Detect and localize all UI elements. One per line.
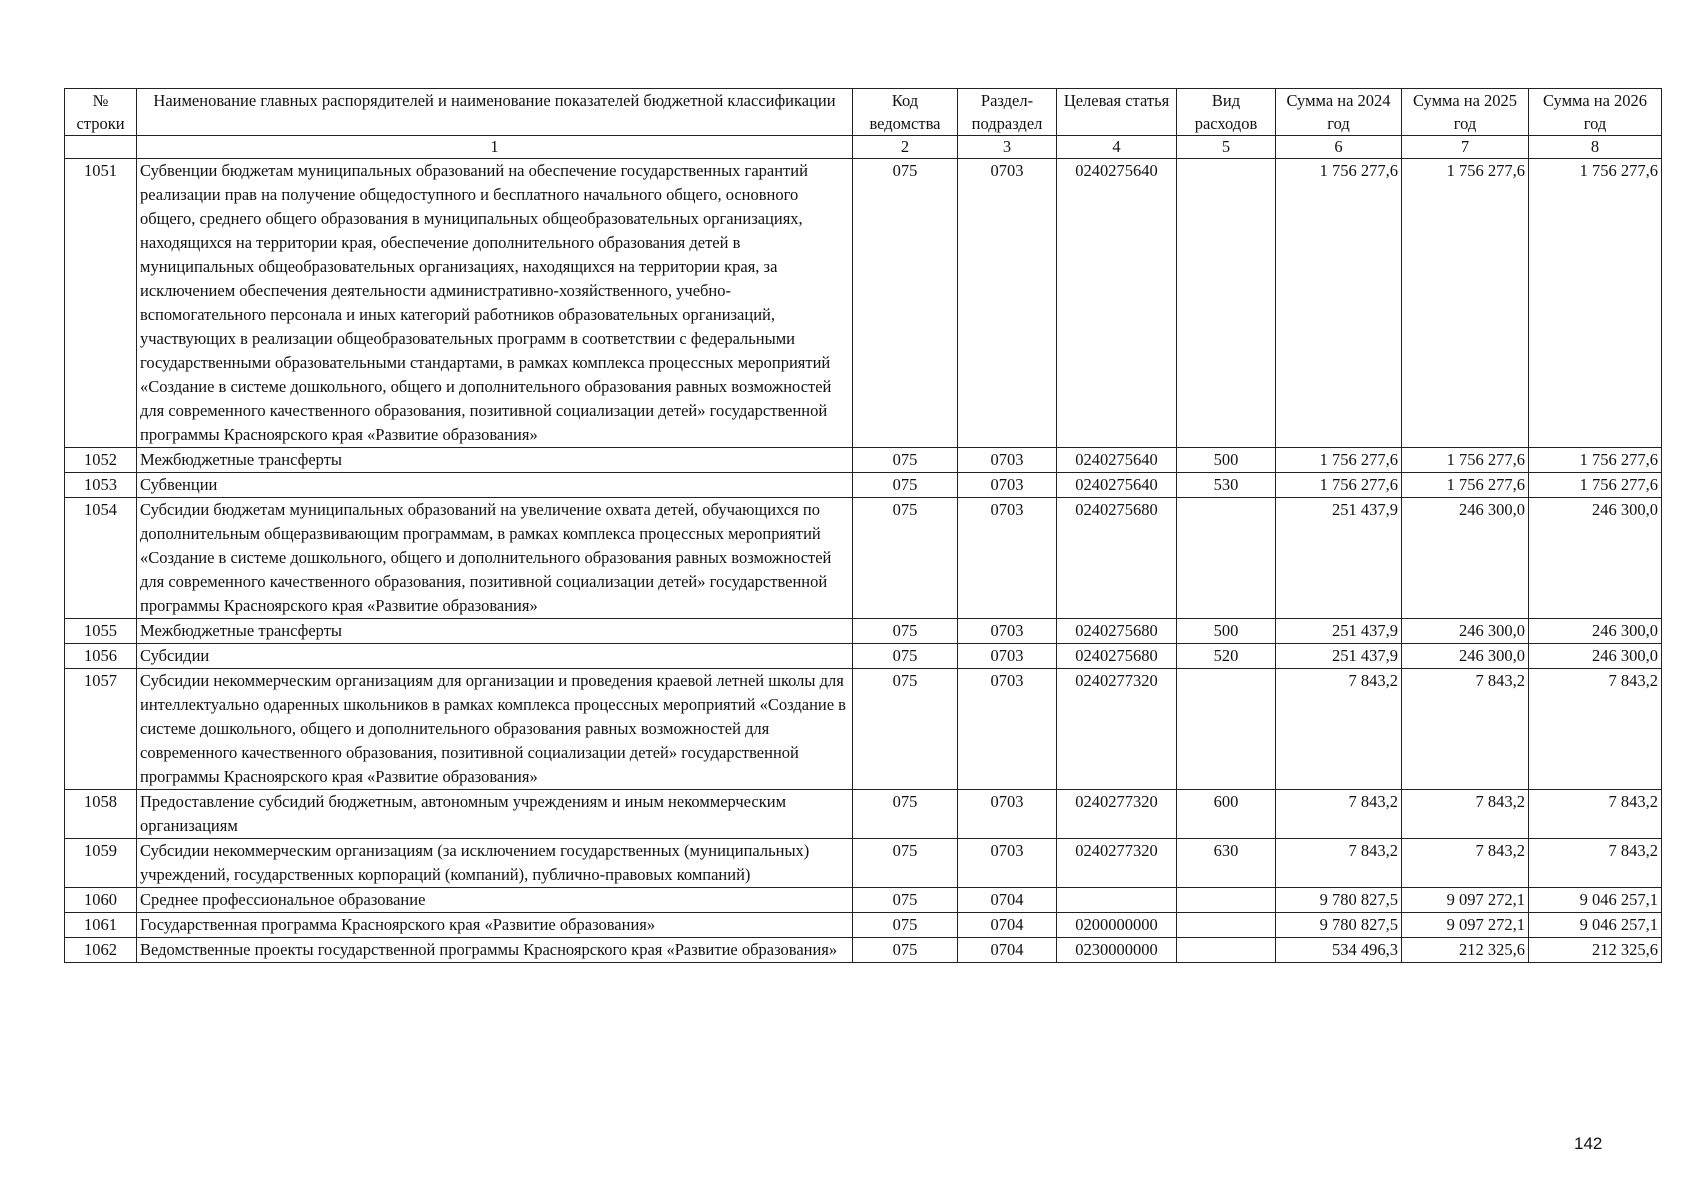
row-section: 0703 [958,619,1057,644]
row-sum-2024: 7 843,2 [1276,790,1402,839]
row-expense-kind: 600 [1177,790,1276,839]
row-number: 1053 [65,473,137,498]
column-number: 7 [1402,136,1529,159]
row-sum-2024: 251 437,9 [1276,644,1402,669]
row-section: 0704 [958,888,1057,913]
row-sum-2025: 1 756 277,6 [1402,159,1529,448]
row-sum-2024: 1 756 277,6 [1276,473,1402,498]
row-expense-kind [1177,938,1276,963]
row-target-article: 0240275640 [1057,473,1177,498]
row-sum-2026: 246 300,0 [1529,619,1662,644]
row-expense-kind [1177,669,1276,790]
row-target-article: 0240275680 [1057,644,1177,669]
row-sum-2024: 9 780 827,5 [1276,888,1402,913]
row-sum-2025: 246 300,0 [1402,498,1529,619]
table-row [65,473,1662,498]
row-target-article: 0230000000 [1057,938,1177,963]
row-sum-2025: 9 097 272,1 [1402,888,1529,913]
row-section: 0703 [958,498,1057,619]
row-sum-2025: 7 843,2 [1402,790,1529,839]
row-sum-2026: 1 756 277,6 [1529,448,1662,473]
header-section: Раздел-подраздел [958,89,1057,136]
row-dept-code: 075 [853,839,958,888]
column-number: 6 [1276,136,1402,159]
row-name: Межбюджетные трансферты [137,448,853,473]
column-number: 4 [1057,136,1177,159]
row-number: 1054 [65,498,137,619]
header-sum-2026: Сумма на 2026 год [1529,89,1662,136]
row-section: 0704 [958,938,1057,963]
row-sum-2025: 7 843,2 [1402,669,1529,790]
column-number-blank [65,136,137,159]
row-number: 1055 [65,619,137,644]
row-section: 0703 [958,473,1057,498]
row-number: 1060 [65,888,137,913]
row-sum-2026: 7 843,2 [1529,839,1662,888]
row-dept-code: 075 [853,159,958,448]
row-name: Субвенции бюджетам муниципальных образований на обеспечение государственных гарантий реализации прав на получение общедоступного и бесплатного начального общего, основного общего, среднего общего образования в муниципальных общеобразовательных организациях, находящихся на территории края, обеспечение дополнительного образования детей в муниципальных общеобразовательных организациях, находящихся на территории края, за исключением обеспечения деятельности административно-хозяйственного, учебно-вспомогательного персонала и иных категорий работников образовательных организаций, участвующих в реализации общеобразовательных программ в соответствии с федеральными государственными образовательными стандартами, в рамках комплекса процессных мероприятий «Создание в системе дошкольного, общего и дополнительного образования равных возможностей для современного качественного образования, позитивной социализации детей» государственной программы Красноярского края «Развитие образования» [137,159,853,448]
table-row [65,938,1662,963]
column-number: 8 [1529,136,1662,159]
row-expense-kind [1177,913,1276,938]
table-row [65,669,1662,790]
row-sum-2024: 9 780 827,5 [1276,913,1402,938]
row-dept-code: 075 [853,938,958,963]
row-number: 1057 [65,669,137,790]
header-row-number: № строки [65,89,137,136]
column-number: 3 [958,136,1057,159]
column-number: 2 [853,136,958,159]
row-dept-code: 075 [853,888,958,913]
row-sum-2025: 246 300,0 [1402,619,1529,644]
row-dept-code: 075 [853,644,958,669]
row-sum-2026: 212 325,6 [1529,938,1662,963]
row-sum-2024: 1 756 277,6 [1276,448,1402,473]
row-sum-2024: 534 496,3 [1276,938,1402,963]
row-expense-kind: 630 [1177,839,1276,888]
row-name: Субсидии некоммерческим организациям для организации и проведения краевой летней школы для интеллектуально одаренных школьников в рамках комплекса процессных мероприятий «Создание в системе дошкольного, общего и дополнительного образования равных возможностей для современного качественного образования, позитивной социализации детей» государственной программы Красноярского края «Развитие образования» [137,669,853,790]
row-sum-2025: 1 756 277,6 [1402,473,1529,498]
table-row [65,159,1662,448]
row-section: 0703 [958,790,1057,839]
row-dept-code: 075 [853,790,958,839]
row-sum-2026: 9 046 257,1 [1529,888,1662,913]
row-sum-2026: 7 843,2 [1529,790,1662,839]
table-row [65,498,1662,619]
row-target-article: 0240277320 [1057,669,1177,790]
row-expense-kind: 520 [1177,644,1276,669]
row-dept-code: 075 [853,619,958,644]
row-expense-kind [1177,888,1276,913]
header-sum-2024: Сумма на 2024 год [1276,89,1402,136]
header-expense-kind: Вид расходов [1177,89,1276,136]
row-expense-kind: 500 [1177,619,1276,644]
row-dept-code: 075 [853,913,958,938]
row-dept-code: 075 [853,448,958,473]
row-number: 1062 [65,938,137,963]
header-row [65,89,1662,136]
row-section: 0703 [958,448,1057,473]
row-dept-code: 075 [853,669,958,790]
table-row [65,619,1662,644]
table-row [65,888,1662,913]
row-sum-2024: 251 437,9 [1276,498,1402,619]
row-sum-2025: 1 756 277,6 [1402,448,1529,473]
row-expense-kind [1177,498,1276,619]
row-name: Субвенции [137,473,853,498]
row-name: Субсидии бюджетам муниципальных образований на увеличение охвата детей, обучающихся по дополнительным общеразвивающим программам, в рамках комплекса процессных мероприятий «Создание в системе дошкольного, общего и дополнительного образования равных возможностей для современного качественного образования, позитивной социализации детей» государственной программы Красноярского края «Развитие образования» [137,498,853,619]
row-name: Субсидии [137,644,853,669]
row-sum-2025: 9 097 272,1 [1402,913,1529,938]
row-number: 1059 [65,839,137,888]
column-number: 5 [1177,136,1276,159]
row-section: 0703 [958,159,1057,448]
row-sum-2024: 7 843,2 [1276,669,1402,790]
row-sum-2026: 246 300,0 [1529,644,1662,669]
header-dept-code: Код ведомства [853,89,958,136]
row-target-article: 0240277320 [1057,790,1177,839]
page-number: 142 [1574,1134,1603,1153]
row-name: Среднее профессиональное образование [137,888,853,913]
header-sum-2025: Сумма на 2025 год [1402,89,1529,136]
row-number: 1052 [65,448,137,473]
row-name: Межбюджетные трансферты [137,619,853,644]
row-section: 0703 [958,669,1057,790]
row-sum-2026: 7 843,2 [1529,669,1662,790]
table-row [65,644,1662,669]
row-sum-2024: 1 756 277,6 [1276,159,1402,448]
row-dept-code: 075 [853,498,958,619]
row-sum-2026: 1 756 277,6 [1529,159,1662,448]
row-name: Государственная программа Красноярского края «Развитие образования» [137,913,853,938]
row-number: 1058 [65,790,137,839]
row-name: Ведомственные проекты государственной программы Красноярского края «Развитие образования» [137,938,853,963]
row-section: 0704 [958,913,1057,938]
row-expense-kind: 530 [1177,473,1276,498]
table-row [65,790,1662,839]
row-target-article: 0240275680 [1057,498,1177,619]
row-section: 0703 [958,839,1057,888]
row-expense-kind [1177,159,1276,448]
row-sum-2025: 7 843,2 [1402,839,1529,888]
table-row [65,839,1662,888]
row-name: Субсидии некоммерческим организациям (за исключением государственных (муниципальных) учреждений, государственных корпораций (компаний), публично-правовых компаний) [137,839,853,888]
row-sum-2024: 7 843,2 [1276,839,1402,888]
row-sum-2026: 1 756 277,6 [1529,473,1662,498]
column-number: 1 [137,136,853,159]
row-number: 1056 [65,644,137,669]
row-expense-kind: 500 [1177,448,1276,473]
table-row [65,448,1662,473]
row-sum-2026: 9 046 257,1 [1529,913,1662,938]
row-sum-2025: 212 325,6 [1402,938,1529,963]
budget-table [64,88,1662,963]
header-target-article: Целевая статья [1057,89,1177,136]
row-dept-code: 075 [853,473,958,498]
row-target-article: 0240275640 [1057,159,1177,448]
row-name: Предоставление субсидий бюджетным, автономным учреждениям и иным некоммерческим организациям [137,790,853,839]
row-target-article: 0200000000 [1057,913,1177,938]
row-number: 1051 [65,159,137,448]
row-target-article: 0240275640 [1057,448,1177,473]
row-section: 0703 [958,644,1057,669]
row-number: 1061 [65,913,137,938]
row-sum-2026: 246 300,0 [1529,498,1662,619]
row-target-article: 0240275680 [1057,619,1177,644]
row-target-article [1057,888,1177,913]
table-row [65,913,1662,938]
row-sum-2024: 251 437,9 [1276,619,1402,644]
row-target-article: 0240277320 [1057,839,1177,888]
column-number-row [65,136,1662,159]
row-sum-2025: 246 300,0 [1402,644,1529,669]
header-name: Наименование главных распорядителей и наименование показателей бюджетной классификации [137,89,853,136]
